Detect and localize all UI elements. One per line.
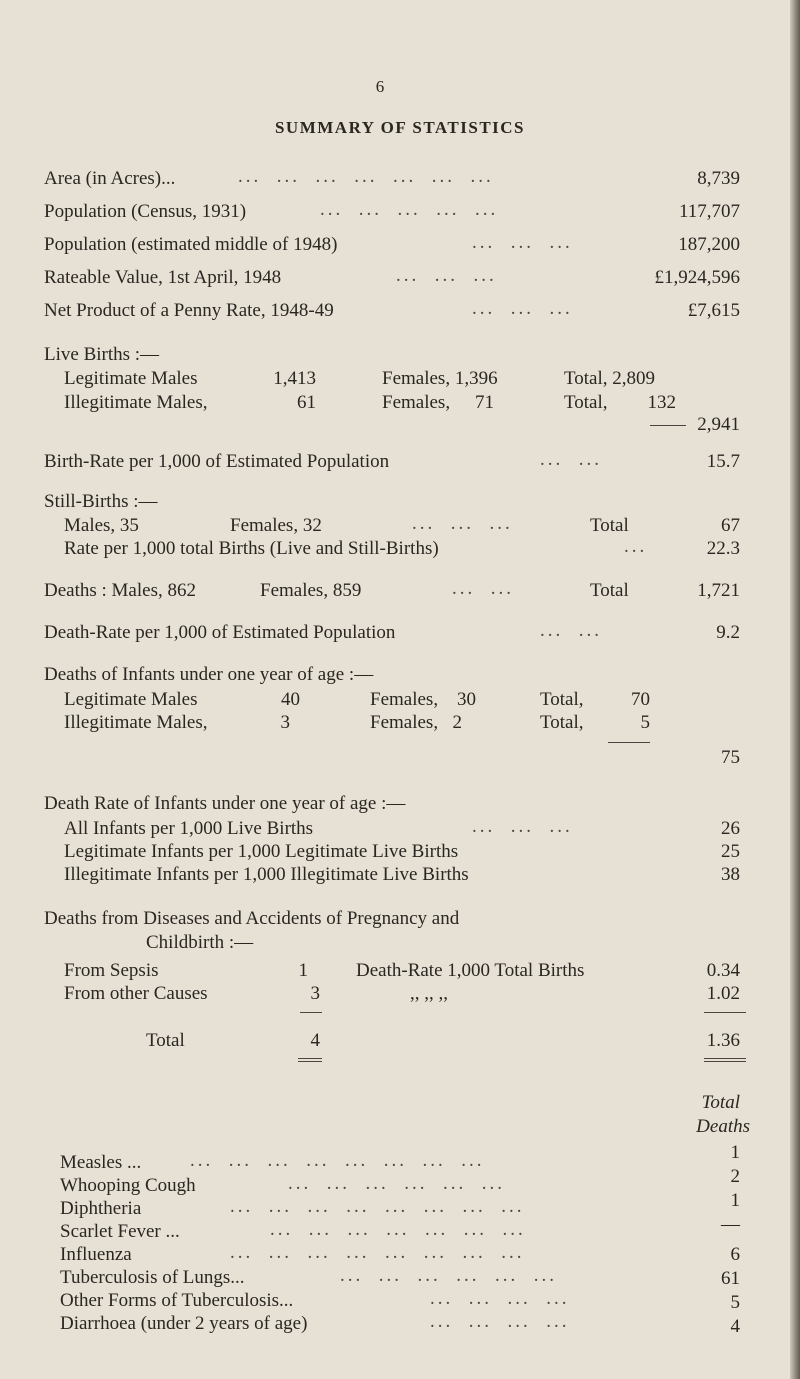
disease-label-scarlet-fever: Scarlet Fever ... bbox=[60, 1221, 180, 1242]
disease-label-tb-lungs: Tuberculosis of Lungs... bbox=[60, 1267, 245, 1288]
deaths-total: 1,721 bbox=[697, 580, 740, 601]
deaths-total-label: Total bbox=[590, 580, 629, 601]
disease-label-diphtheria: Diphtheria bbox=[60, 1198, 142, 1219]
summary-value-estimated: 187,200 bbox=[678, 234, 740, 255]
summary-label-rateable: Rateable Value, 1st April, 1948 bbox=[44, 267, 282, 288]
infant-deaths-illegit-label: Illegitimate Males, bbox=[64, 712, 208, 733]
page-title: SUMMARY OF STATISTICS bbox=[274, 118, 526, 137]
leader-dots: ... bbox=[624, 536, 648, 557]
infant-deaths-heading: Deaths of Infants under one year of age :— bbox=[44, 664, 374, 685]
infant-rate-all-label: All Infants per 1,000 Live Births bbox=[64, 818, 314, 839]
page-edge bbox=[790, 0, 800, 1379]
deaths-label: Deaths : Males, 862 bbox=[44, 580, 196, 601]
disease-label-measles: Measles ... bbox=[60, 1152, 142, 1173]
double-rule bbox=[298, 1058, 322, 1062]
infant-rate-heading: Death Rate of Infants under one year of age :— bbox=[44, 793, 406, 814]
infant-deaths-illegit-total-label: Total, bbox=[540, 712, 584, 733]
disease-label-other-tb: Other Forms of Tuberculosis... bbox=[60, 1290, 294, 1311]
maternal-other-label: From other Causes bbox=[64, 983, 208, 1004]
live-births-illegit-total-label: Total, bbox=[564, 392, 608, 413]
live-births-legit-label: Legitimate Males bbox=[64, 368, 198, 389]
still-births-rate-label: Rate per 1,000 total Births (Live and Still-Births) bbox=[64, 538, 439, 559]
infant-deaths-legit-females-label: Females, bbox=[370, 689, 439, 710]
infant-deaths-grand-total: 75 bbox=[721, 747, 740, 768]
leader-dots: ... ... ... ... bbox=[430, 1288, 570, 1309]
live-births-illegit-females-label: Females, bbox=[382, 392, 451, 413]
disease-value-tb-lungs: 61 bbox=[721, 1268, 740, 1289]
leader-dots: ... ... ... ... ... ... ... ... bbox=[190, 1150, 485, 1171]
still-births-total: 67 bbox=[721, 515, 740, 536]
page-number: 6 bbox=[375, 77, 385, 96]
still-births-total-label: Total bbox=[590, 515, 629, 536]
live-births-illegit-label: Illegitimate Males, bbox=[64, 392, 208, 413]
disease-label-influenza: Influenza bbox=[60, 1244, 132, 1265]
disease-value-whooping-cough: 2 bbox=[730, 1166, 740, 1187]
birth-rate-label: Birth-Rate per 1,000 of Estimated Population bbox=[44, 451, 390, 472]
live-births-heading: Live Births :— bbox=[44, 344, 160, 365]
infant-rate-illegit-value: 38 bbox=[721, 864, 740, 885]
maternal-sepsis-label: From Sepsis bbox=[64, 960, 159, 981]
summary-value-area: 8,739 bbox=[697, 168, 740, 189]
rule bbox=[300, 1012, 322, 1013]
infant-deaths-illegit-females-label: Females, bbox=[370, 712, 439, 733]
live-births-grand-total: 2,941 bbox=[697, 414, 740, 435]
leader-dots: ... ... ... ... ... ... ... bbox=[238, 166, 494, 187]
leader-dots: ... ... ... bbox=[412, 513, 513, 534]
disease-value-diphtheria: 1 bbox=[730, 1190, 740, 1211]
maternal-heading: Deaths from Diseases and Accidents of Pregnancy and bbox=[44, 908, 460, 929]
disease-value-influenza: 6 bbox=[730, 1244, 740, 1265]
maternal-sepsis-rate: 0.34 bbox=[706, 960, 740, 981]
diseases-header-deaths: Deaths bbox=[696, 1116, 750, 1137]
live-births-legit-males: 1,413 bbox=[273, 368, 316, 389]
leader-dots: ... ... ... bbox=[472, 298, 573, 319]
disease-value-measles: 1 bbox=[730, 1142, 740, 1163]
infant-deaths-legit-label: Legitimate Males bbox=[64, 689, 198, 710]
infant-rate-all-value: 26 bbox=[721, 818, 740, 839]
still-births-females: Females, 32 bbox=[230, 515, 322, 536]
maternal-sepsis-rate-label: Death-Rate 1,000 Total Births bbox=[356, 960, 585, 981]
infant-deaths-illegit-males: 3 bbox=[280, 712, 290, 733]
summary-label-area: Area (in Acres)... bbox=[44, 168, 176, 189]
leader-dots: ... ... ... bbox=[472, 232, 573, 253]
summary-label-census: Population (Census, 1931) bbox=[44, 201, 247, 222]
still-births-heading: Still-Births :— bbox=[44, 491, 158, 512]
disease-label-diarrhoea: Diarrhoea (under 2 years of age) bbox=[60, 1313, 308, 1334]
rule bbox=[608, 742, 650, 743]
maternal-heading-2: Childbirth :— bbox=[146, 932, 254, 953]
leader-dots: ... ... ... ... ... ... ... ... bbox=[230, 1196, 525, 1217]
summary-label-estimated: Population (estimated middle of 1948) bbox=[44, 234, 338, 255]
disease-value-other-tb: 5 bbox=[730, 1292, 740, 1313]
ditto-marks: ,, ,, ,, bbox=[410, 983, 448, 1004]
leader-dots: ... ... bbox=[452, 578, 514, 599]
still-births-males: Males, 35 bbox=[64, 515, 139, 536]
birth-rate-value: 15.7 bbox=[706, 451, 740, 472]
leader-dots: ... ... bbox=[540, 620, 602, 641]
live-births-legit-females: Females, 1,396 bbox=[382, 368, 498, 389]
live-births-legit-total: Total, 2,809 bbox=[564, 368, 656, 389]
infant-deaths-legit-females: 30 bbox=[457, 689, 476, 710]
infant-deaths-legit-total-label: Total, bbox=[540, 689, 584, 710]
maternal-sepsis-count: 1 bbox=[298, 960, 308, 981]
leader-dots: ... ... ... ... ... ... ... bbox=[270, 1219, 526, 1240]
leader-dots: ... ... ... ... ... ... ... ... bbox=[230, 1242, 525, 1263]
leader-dots: ... ... ... ... ... ... bbox=[288, 1173, 505, 1194]
maternal-total-label: Total bbox=[146, 1030, 185, 1051]
deaths-females: Females, 859 bbox=[260, 580, 362, 601]
disease-value-diarrhoea: 4 bbox=[730, 1316, 740, 1337]
rule bbox=[704, 1012, 746, 1013]
live-births-illegit-total: 132 bbox=[647, 392, 676, 413]
summary-label-penny-rate: Net Product of a Penny Rate, 1948-49 bbox=[44, 300, 334, 321]
maternal-other-rate: 1.02 bbox=[706, 983, 740, 1004]
maternal-total-rate: 1.36 bbox=[706, 1030, 740, 1051]
death-rate-label: Death-Rate per 1,000 of Estimated Population bbox=[44, 622, 396, 643]
maternal-total-count: 4 bbox=[310, 1030, 320, 1051]
leader-dots: ... ... ... bbox=[396, 265, 497, 286]
still-births-rate: 22.3 bbox=[706, 538, 740, 559]
leader-dots: ... ... ... bbox=[472, 816, 573, 837]
infant-deaths-illegit-females: 2 bbox=[452, 712, 462, 733]
leader-dots: ... ... ... ... bbox=[430, 1311, 570, 1332]
disease-label-whooping-cough: Whooping Cough bbox=[60, 1175, 196, 1196]
diseases-header-total: Total bbox=[701, 1092, 740, 1113]
maternal-other-count: 3 bbox=[310, 983, 320, 1004]
live-births-illegit-males: 61 bbox=[297, 392, 316, 413]
infant-rate-legit-value: 25 bbox=[721, 841, 740, 862]
infant-deaths-legit-males: 40 bbox=[281, 689, 300, 710]
double-rule bbox=[704, 1058, 746, 1062]
leader-dots: ... ... ... ... ... bbox=[320, 199, 499, 220]
summary-value-penny-rate: £7,615 bbox=[687, 300, 740, 321]
live-births-illegit-females: 71 bbox=[475, 392, 494, 413]
summary-value-rateable: £1,924,596 bbox=[654, 267, 740, 288]
leader-dots: ... ... ... ... ... ... bbox=[340, 1265, 557, 1286]
infant-deaths-illegit-total: 5 bbox=[640, 712, 650, 733]
infant-deaths-legit-total: 70 bbox=[631, 689, 650, 710]
disease-value-scarlet-fever: — bbox=[721, 1214, 740, 1235]
death-rate-value: 9.2 bbox=[716, 622, 740, 643]
summary-value-census: 117,707 bbox=[678, 201, 740, 222]
leader-dots: ... ... bbox=[540, 449, 602, 470]
infant-rate-legit-label: Legitimate Infants per 1,000 Legitimate Live Births bbox=[64, 841, 459, 862]
infant-rate-illegit-label: Illegitimate Infants per 1,000 Illegitimate Live Births bbox=[64, 864, 469, 885]
